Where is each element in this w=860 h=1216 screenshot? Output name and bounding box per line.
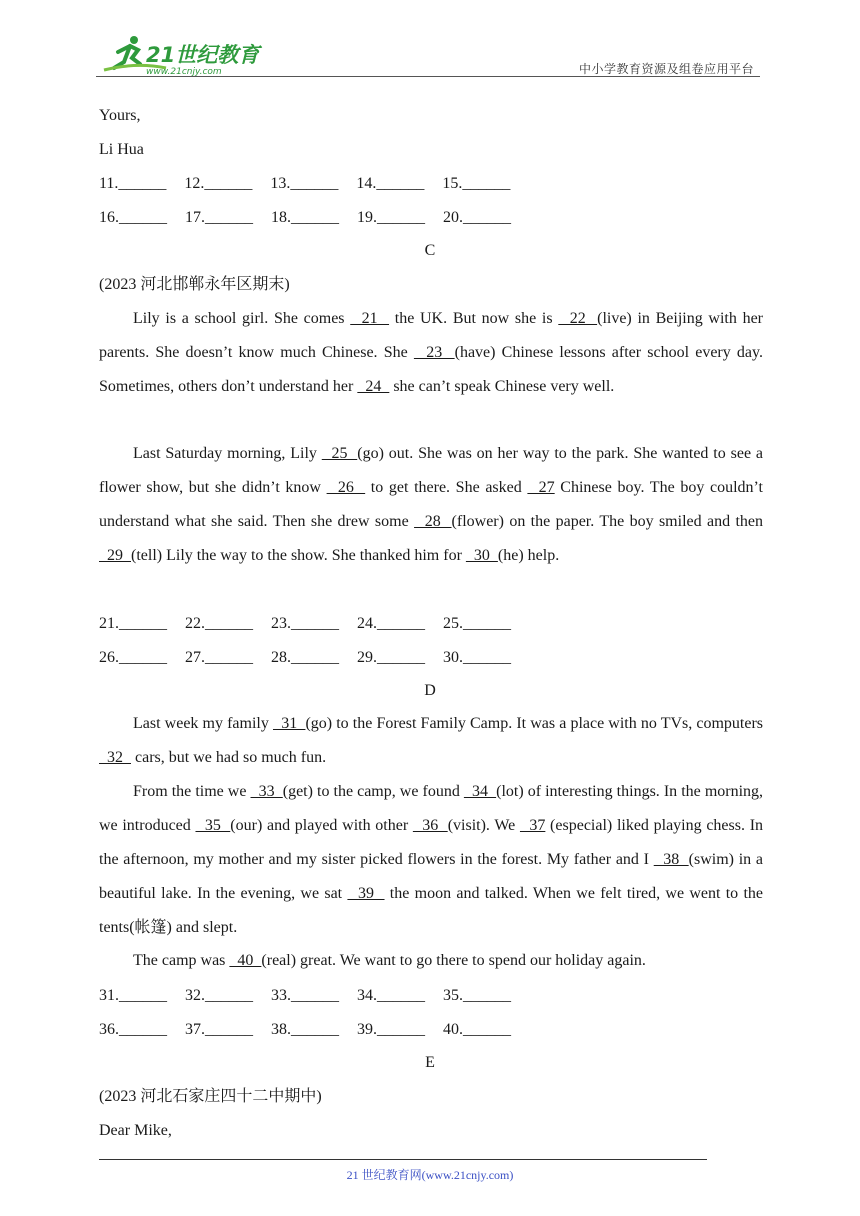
- blank-35: 35: [195, 817, 231, 834]
- answer-blank[interactable]: 36.______: [99, 1021, 167, 1038]
- letter-closing: Yours,: [99, 107, 141, 124]
- blank-31: 31: [272, 715, 306, 732]
- blank-22: 22: [558, 310, 598, 327]
- answer-blank[interactable]: 35.______: [443, 987, 511, 1004]
- header-rule: [96, 76, 760, 77]
- section-heading-c: C: [424, 242, 436, 259]
- answer-blank[interactable]: 19.______: [357, 209, 425, 226]
- section-source: (2023 河北邯郸永年区期末): [99, 276, 290, 293]
- blank-39: 39: [347, 885, 385, 902]
- answer-blank[interactable]: 40.______: [443, 1021, 511, 1038]
- blank-25: 25: [321, 445, 358, 462]
- answer-row-31-35: [99, 986, 763, 1006]
- answer-blank[interactable]: 11.______: [99, 175, 167, 192]
- platform-title: 中小学教育资源及组卷应用平台: [578, 62, 754, 76]
- site-logo: [96, 32, 266, 76]
- section-heading-d: D: [424, 682, 436, 699]
- answer-blank[interactable]: 33.______: [271, 987, 339, 1004]
- answer-blank[interactable]: 32.______: [185, 987, 253, 1004]
- answer-blank[interactable]: 39.______: [357, 1021, 425, 1038]
- answer-blank[interactable]: 27.______: [185, 649, 253, 666]
- letter-signature: Li Hua: [99, 141, 144, 158]
- passage-paragraph: The camp was 40 (real) great. We want to go there to spend our holiday again.: [133, 952, 646, 969]
- footer-link[interactable]: 21 世纪教育网(www.21cnjy.com): [346, 1168, 514, 1182]
- answer-blank[interactable]: 30.______: [443, 649, 511, 666]
- passage-paragraph: Lily is a school girl. She comes 21 the UK. But now she is 22 (live) in Beijing with her parents. She doesn’t know much Chinese. She 23 (have) Chinese lessons after school every day. Sometimes, others don’t understand her 24 she can’t speak Chinese very well.: [99, 310, 763, 395]
- blank-23: 23: [413, 344, 455, 361]
- page-header: [96, 30, 760, 78]
- answer-blank[interactable]: 37.______: [185, 1021, 253, 1038]
- answer-blank[interactable]: 17.______: [185, 209, 253, 226]
- blank-33: 33: [250, 783, 283, 800]
- answer-blank[interactable]: 14.______: [356, 175, 425, 192]
- section-heading-e: E: [425, 1054, 435, 1071]
- blank-32: 32: [99, 749, 131, 766]
- answer-blank[interactable]: 18.______: [271, 209, 339, 226]
- answer-row-16-20: [99, 208, 763, 228]
- answer-blank[interactable]: 12.______: [184, 175, 253, 192]
- blank-40: 40: [229, 952, 262, 969]
- svg-text:21世纪教育: 21世纪教育: [146, 43, 260, 67]
- passage-paragraph: From the time we 33 (get) to the camp, we found 34 (lot) of interesting things. In the morning, we introduced 35 (our) and played with other 36 (visit). We 37 (especial) liked playing chess. In the afternoon, my mother and my sister picked flowers in the forest. My father and I 38 (swim) in a beautiful lake. In the evening, we sat 39 the moon and talked. When we felt tired, we went to the tents(帐篷) and slept.: [99, 783, 764, 936]
- answer-blank[interactable]: 22.______: [185, 615, 253, 632]
- answer-row-11-15: [99, 174, 763, 194]
- section-source: (2023 河北石家庄四十二中期中): [99, 1088, 322, 1105]
- blank-24: 24: [357, 378, 390, 395]
- blank-37: 37: [519, 817, 546, 834]
- answer-blank[interactable]: 29.______: [357, 649, 425, 666]
- blank-21: 21: [350, 310, 390, 327]
- answer-blank[interactable]: 16.______: [99, 209, 167, 226]
- blank-34: 34: [463, 783, 497, 800]
- answer-row-21-25: [99, 614, 763, 634]
- answer-row-36-40: [99, 1020, 763, 1040]
- letter-greeting: Dear Mike,: [99, 1122, 172, 1139]
- blank-28: 28: [414, 513, 452, 530]
- answer-blank[interactable]: 34.______: [357, 987, 425, 1004]
- blank-26: 26: [326, 479, 366, 496]
- blank-36: 36: [412, 817, 448, 834]
- answer-blank[interactable]: 15.______: [442, 175, 511, 192]
- answer-blank[interactable]: 28.______: [271, 649, 339, 666]
- blank-27: 27: [527, 479, 555, 496]
- passage-paragraph: Last week my family 31 (go) to the Forest Family Camp. It was a place with no TVs, computers 32 cars, but we had so much fun.: [99, 715, 764, 766]
- footer-rule: [99, 1159, 707, 1160]
- answer-row-26-30: [99, 648, 763, 668]
- blank-30: 30: [465, 547, 498, 564]
- answer-blank[interactable]: 31.______: [99, 987, 167, 1004]
- blank-29: 29: [99, 547, 131, 564]
- blank-38: 38: [653, 851, 689, 868]
- answer-blank[interactable]: 38.______: [271, 1021, 339, 1038]
- answer-blank[interactable]: 26.______: [99, 649, 167, 666]
- answer-blank[interactable]: 21.______: [99, 615, 167, 632]
- answer-blank[interactable]: 25.______: [443, 615, 511, 632]
- answer-blank[interactable]: 20.______: [443, 209, 511, 226]
- passage-paragraph: Last Saturday morning, Lily 25 (go) out. She was on her way to the park. She wanted to see a flower show, but she didn’t know 26 to get there. She asked 27 Chinese boy. The boy couldn’t understand what she said. Then she drew some 28 (flower) on the paper. The boy smiled and then 29 (tell) Lily the way to the show. She thanked him for 30 (he) help.: [99, 445, 764, 564]
- svg-text:www.21cnjy.com: www.21cnjy.com: [146, 67, 222, 76]
- answer-blank[interactable]: 23.______: [271, 615, 339, 632]
- answer-blank[interactable]: 13.______: [270, 175, 339, 192]
- answer-blank[interactable]: 24.______: [357, 615, 425, 632]
